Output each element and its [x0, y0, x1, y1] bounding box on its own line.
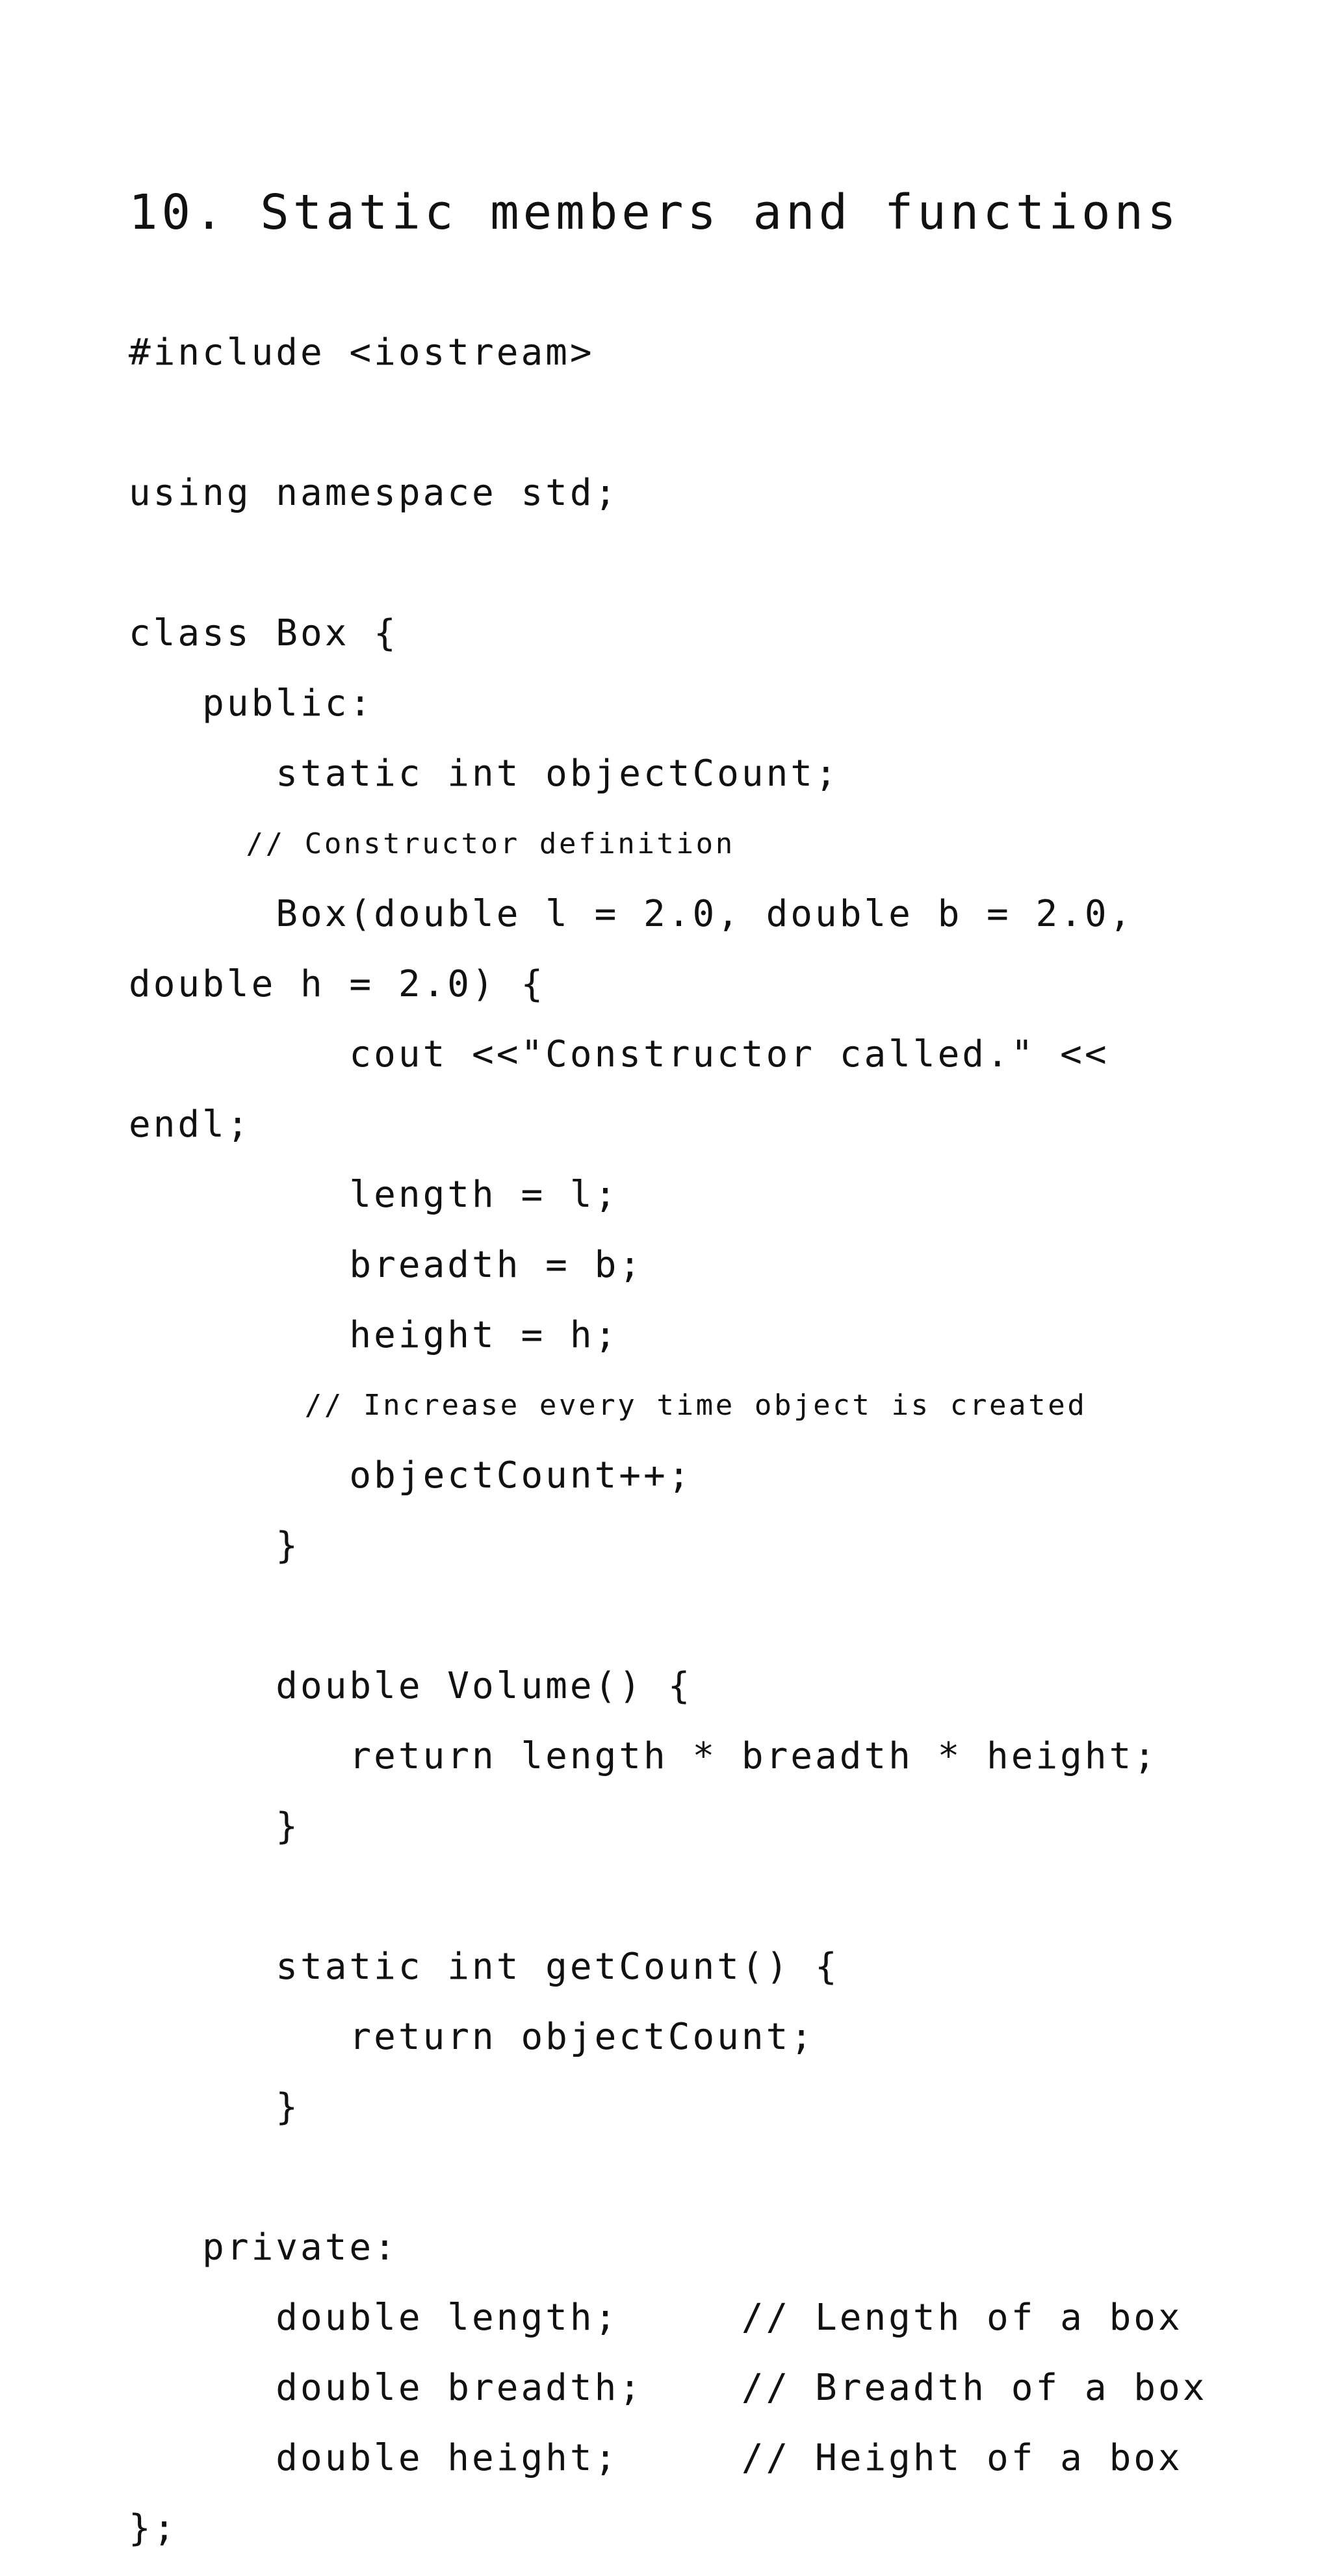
code-line: private:: [129, 2226, 398, 2269]
code-line: }: [129, 1805, 301, 1848]
code-comment-line: // Increase every time object is created: [129, 1389, 1087, 1422]
page-title: 10. Static members and functions: [129, 185, 1180, 240]
code-line: objectCount++;: [129, 1454, 693, 1497]
blank-line: [129, 400, 1299, 446]
code-line: };: [129, 2507, 178, 2549]
code-line: static int objectCount;: [129, 753, 840, 795]
code-line: #include <iostream>: [129, 331, 595, 374]
code-line: double Volume() {: [129, 1665, 693, 1707]
code-line: return objectCount;: [129, 2016, 816, 2058]
code-line: }: [129, 2086, 301, 2128]
code-line: cout <<"Constructor called." <<: [129, 1033, 1109, 1075]
code-line: length = l;: [129, 1174, 619, 1216]
code-line: static int getCount() {: [129, 1946, 840, 1988]
code-line: }: [129, 1525, 301, 1567]
code-line: endl;: [129, 1103, 252, 1146]
blank-line: [129, 1593, 1299, 1639]
code-line: public:: [129, 682, 374, 725]
code-line: return length * breadth * height;: [129, 1735, 1159, 1777]
code-line: class Box {: [129, 612, 398, 654]
blank-line: [129, 2155, 1299, 2200]
code-comment-line: // Constructor definition: [129, 827, 735, 860]
code-line: double height; // Height of a box: [129, 2437, 1183, 2479]
blank-line: [129, 541, 1299, 586]
code-line: Box(double l = 2.0, double b = 2.0,: [129, 893, 1134, 935]
code-line: breadth = b;: [129, 1244, 644, 1286]
blank-line: [129, 1874, 1299, 1920]
code-line: height = h;: [129, 1314, 619, 1356]
code-block: [129, 305, 1299, 2576]
code-line: double breadth; // Breadth of a box: [129, 2367, 1208, 2409]
code-line: double h = 2.0) {: [129, 963, 546, 1005]
code-line: double length; // Length of a box: [129, 2297, 1183, 2339]
code-line: using namespace std;: [129, 472, 619, 514]
